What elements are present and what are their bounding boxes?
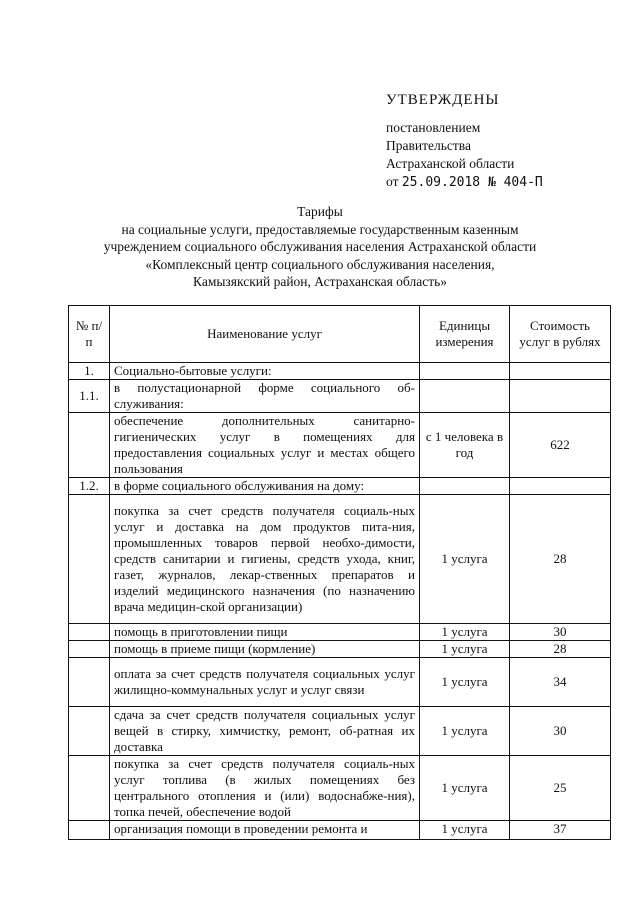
- cell-unit: 1 услуга: [420, 658, 510, 707]
- cell-num: [69, 624, 110, 641]
- title-line-3: «Комплексный центр социального обслуживания населения,: [145, 256, 495, 272]
- cell-price: [510, 363, 611, 380]
- cell-price: 34: [510, 658, 611, 707]
- cell-num: [69, 756, 110, 821]
- cell-num: [69, 413, 110, 478]
- approval-heading: УТВЕРЖДЕНЫ: [386, 92, 500, 108]
- approval-line-1: постановлением: [386, 120, 481, 135]
- cell-num: [69, 641, 110, 658]
- cell-price: [510, 478, 611, 495]
- cell-num: [69, 658, 110, 707]
- cell-price: 28: [510, 641, 611, 658]
- tariffs-table: [68, 305, 611, 840]
- cell-unit: с 1 человека в год: [420, 413, 510, 478]
- table-row: [69, 624, 611, 641]
- cell-unit: [420, 380, 510, 413]
- cell-name: покупка за счет средств получателя социаль-ных услуг и доставка на дом продуктов пита-ния, промышленных товаров первой необхо-димости, средств санитарии и гигиены, средств ухода, книг, газет, журналов, лекар-ственных препаратов и изделий медицинского назначения (по назначению врача медицин-ской организации): [110, 495, 420, 624]
- cell-name: Социально-бытовые услуги:: [110, 363, 420, 380]
- cell-price: 30: [510, 707, 611, 756]
- cell-unit: 1 услуга: [420, 756, 510, 821]
- cell-price: 28: [510, 495, 611, 624]
- cell-num: 1.1.: [69, 380, 110, 413]
- approval-line-3: Астраханской области: [386, 156, 515, 171]
- table-row: [69, 413, 611, 478]
- cell-num: [69, 707, 110, 756]
- cell-num: 1.: [69, 363, 110, 380]
- cell-price: 30: [510, 624, 611, 641]
- cell-unit: [420, 363, 510, 380]
- cell-name: помощь в приеме пищи (кормление): [110, 641, 420, 658]
- header-unit: Единицы измерения: [420, 306, 510, 363]
- cell-name: оплата за счет средств получателя социальных услуг жилищно-коммунальных услуг и услуг связи: [110, 658, 420, 707]
- document-title: [40, 203, 600, 291]
- table-row: [69, 707, 611, 756]
- cell-unit: 1 услуга: [420, 821, 510, 840]
- table-row: [69, 495, 611, 624]
- cell-num: [69, 495, 110, 624]
- cell-num: 1.2.: [69, 478, 110, 495]
- header-num: № п/п: [69, 306, 110, 363]
- cell-name: организация помощи в проведении ремонта и: [110, 821, 420, 840]
- approval-date-value: 25.09.2018 № 404-П: [401, 175, 543, 190]
- cell-unit: 1 услуга: [420, 707, 510, 756]
- title-main: Тарифы: [297, 204, 343, 219]
- cell-name: покупка за счет средств получателя социаль-ных услуг топлива (в жилых помещениях без центрального отопления и (или) водоснабже-ния), топка печей, обеспечение водой: [110, 756, 420, 821]
- cell-num: [69, 821, 110, 840]
- cell-price: [510, 380, 611, 413]
- cell-name: в форме социального обслуживания на дому:: [110, 478, 420, 495]
- title-line-4: Камызякский район, Астраханская область»: [193, 274, 447, 289]
- table-row: [69, 380, 611, 413]
- table-row: [69, 641, 611, 658]
- table-header-row: [69, 306, 611, 363]
- approval-date-prefix: от: [386, 174, 399, 189]
- cell-name: обеспечение дополнительных санитарно-гигиенических услуг в помещениях для предоставления социальных услуг и местах общего пользования: [110, 413, 420, 478]
- table-row: [69, 363, 611, 380]
- table-row: [69, 658, 611, 707]
- cell-price: 25: [510, 756, 611, 821]
- cell-name: в полустационарной форме социального об-служивания:: [110, 380, 420, 413]
- table-row: [69, 756, 611, 821]
- cell-unit: [420, 478, 510, 495]
- approval-block: [386, 119, 543, 192]
- table-row: [69, 478, 611, 495]
- cell-name: сдача за счет средств получателя социальных услуг вещей в стирку, химчистку, ремонт, об-ратная их доставка: [110, 707, 420, 756]
- title-line-1: на социальные услуги, предоставляемые государственным казенным: [121, 221, 519, 237]
- header-price: Стоимость услуг в рублях: [510, 306, 611, 363]
- header-name: Наименование услуг: [110, 306, 420, 363]
- cell-unit: 1 услуга: [420, 624, 510, 641]
- cell-name: помощь в приготовлении пищи: [110, 624, 420, 641]
- approval-date-line: [386, 173, 543, 192]
- table-row: [69, 821, 611, 840]
- title-line-2: учреждением социального обслуживания населения Астраханской области: [103, 239, 537, 254]
- approval-line-2: Правительства: [386, 138, 471, 153]
- cell-unit: 1 услуга: [420, 641, 510, 658]
- cell-price: 37: [510, 821, 611, 840]
- cell-price: 622: [510, 413, 611, 478]
- cell-unit: 1 услуга: [420, 495, 510, 624]
